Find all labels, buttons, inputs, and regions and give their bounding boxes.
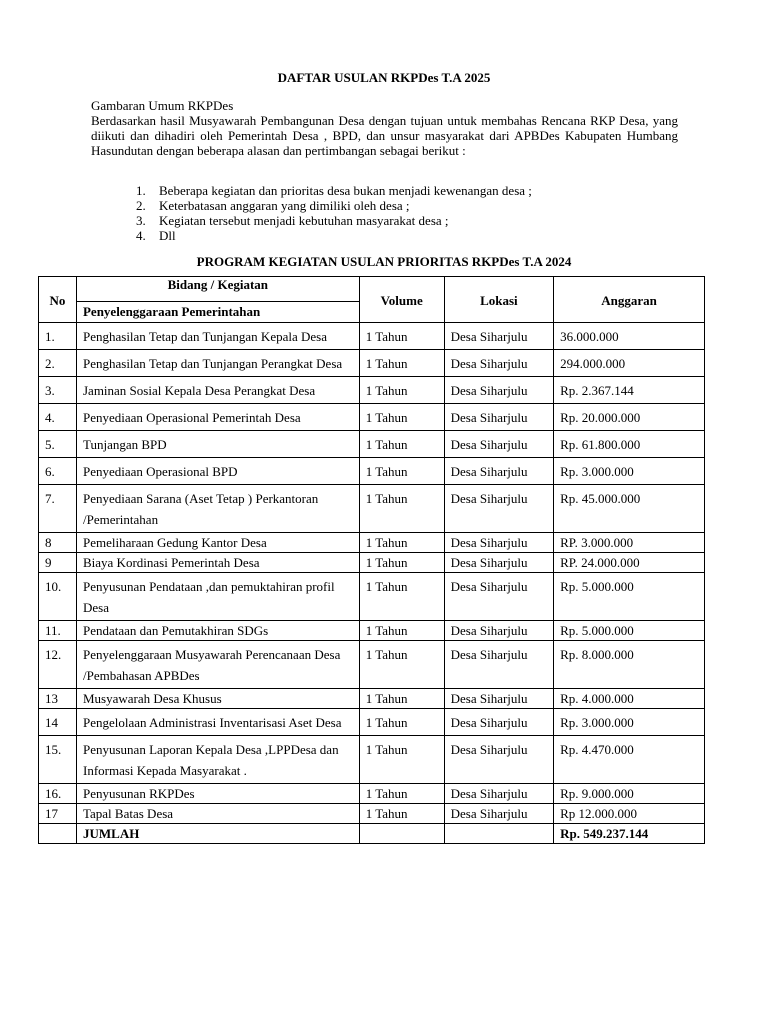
cell-volume: 1 Tahun — [359, 323, 444, 350]
header-volume: Volume — [359, 277, 444, 323]
cell-volume: 1 Tahun — [359, 350, 444, 377]
header-no: No — [39, 277, 77, 323]
cell-lokasi: Desa Siharjulu — [444, 573, 554, 621]
cell-kegiatan: Pengelolaan Administrasi Inventarisasi Aset Desa — [76, 709, 359, 736]
header-bidang-sub: Penyelenggaraan Pemerintahan — [76, 302, 359, 323]
cell-anggaran: 294.000.000 — [554, 350, 705, 377]
cell-lokasi: Desa Siharjulu — [444, 709, 554, 736]
cell-lokasi: Desa Siharjulu — [444, 404, 554, 431]
cell-anggaran: Rp. 9.000.000 — [554, 784, 705, 804]
table-row — [39, 533, 705, 553]
header-lokasi: Lokasi — [444, 277, 554, 323]
cell-volume: 1 Tahun — [359, 485, 444, 533]
intro-section — [91, 98, 678, 158]
cell-kegiatan: Musyawarah Desa Khusus — [76, 689, 359, 709]
cell-anggaran: Rp. 3.000.000 — [554, 709, 705, 736]
table-body — [39, 323, 705, 844]
table-row — [39, 431, 705, 458]
intro-body: Berdasarkan hasil Musyawarah Pembangunan Desa dengan tujuan untuk membahas Rencana RKP Desa, yang diikuti dan dihadiri oleh Pemerintah Desa , BPD, dan unsur masyarakat dari APBDes Kabupaten Humbang Hasundutan dengan beberapa alasan dan pertimbangan sebagai berikut : — [91, 113, 678, 158]
cell-anggaran: RP. 24.000.000 — [554, 553, 705, 573]
list-item — [136, 183, 532, 198]
cell-no: 9 — [39, 553, 77, 573]
cell-kegiatan: Penyediaan Sarana (Aset Tetap ) Perkantoran /Pemerintahan — [76, 485, 359, 533]
cell-volume: 1 Tahun — [359, 573, 444, 621]
cell-no: 6. — [39, 458, 77, 485]
cell-anggaran: Rp. 4.000.000 — [554, 689, 705, 709]
cell-no: 16. — [39, 784, 77, 804]
cell-no: 3. — [39, 377, 77, 404]
cell-anggaran: Rp. 5.000.000 — [554, 621, 705, 641]
cell-volume: 1 Tahun — [359, 404, 444, 431]
cell-lokasi: Desa Siharjulu — [444, 485, 554, 533]
cell-no: 10. — [39, 573, 77, 621]
cell-anggaran: Rp. 4.470.000 — [554, 736, 705, 784]
cell-no: 14 — [39, 709, 77, 736]
cell-no: 1. — [39, 323, 77, 350]
cell-kegiatan: Tapal Batas Desa — [76, 804, 359, 824]
reasons-list — [136, 183, 532, 243]
cell-lokasi: Desa Siharjulu — [444, 784, 554, 804]
cell-no — [39, 824, 77, 844]
cell-lokasi: Desa Siharjulu — [444, 689, 554, 709]
cell-no: 8 — [39, 533, 77, 553]
table-row — [39, 784, 705, 804]
total-anggaran: Rp. 549.237.144 — [554, 824, 705, 844]
cell-kegiatan: Pendataan dan Pemutakhiran SDGs — [76, 621, 359, 641]
cell-volume: 1 Tahun — [359, 641, 444, 689]
total-row — [39, 824, 705, 844]
list-item-text: Dll — [159, 228, 176, 243]
cell-lokasi: Desa Siharjulu — [444, 323, 554, 350]
cell-anggaran: 36.000.000 — [554, 323, 705, 350]
cell-volume: 1 Tahun — [359, 621, 444, 641]
cell-kegiatan: Penyusunan Laporan Kepala Desa ,LPPDesa dan Informasi Kepada Masyarakat . — [76, 736, 359, 784]
cell-volume: 1 Tahun — [359, 377, 444, 404]
cell-volume: 1 Tahun — [359, 533, 444, 553]
list-item — [136, 213, 532, 228]
cell-anggaran: Rp. 45.000.000 — [554, 485, 705, 533]
list-item-number: 1. — [136, 183, 146, 198]
table-row — [39, 709, 705, 736]
cell-lokasi: Desa Siharjulu — [444, 621, 554, 641]
cell-volume: 1 Tahun — [359, 784, 444, 804]
cell-no: 15. — [39, 736, 77, 784]
cell-anggaran: Rp 12.000.000 — [554, 804, 705, 824]
table-row — [39, 689, 705, 709]
cell-lokasi: Desa Siharjulu — [444, 377, 554, 404]
list-item — [136, 228, 532, 243]
program-table — [38, 276, 705, 844]
cell-anggaran: Rp. 61.800.000 — [554, 431, 705, 458]
cell-lokasi: Desa Siharjulu — [444, 804, 554, 824]
total-label: JUMLAH — [76, 824, 359, 844]
list-item-text: Beberapa kegiatan dan prioritas desa bukan menjadi kewenangan desa ; — [159, 183, 532, 198]
cell-lokasi: Desa Siharjulu — [444, 431, 554, 458]
list-item — [136, 198, 532, 213]
cell-anggaran: Rp. 8.000.000 — [554, 641, 705, 689]
table-row — [39, 736, 705, 784]
cell-lokasi: Desa Siharjulu — [444, 641, 554, 689]
cell-kegiatan: Penyelenggaraan Musyawarah Perencanaan Desa /Pembahasan APBDes — [76, 641, 359, 689]
cell-lokasi: Desa Siharjulu — [444, 736, 554, 784]
cell-lokasi: Desa Siharjulu — [444, 553, 554, 573]
cell-volume: 1 Tahun — [359, 689, 444, 709]
list-item-number: 4. — [136, 228, 146, 243]
cell-no: 17 — [39, 804, 77, 824]
cell-no: 4. — [39, 404, 77, 431]
header-bidang: Bidang / Kegiatan — [76, 277, 359, 302]
table-row — [39, 350, 705, 377]
table-row — [39, 404, 705, 431]
cell-no: 2. — [39, 350, 77, 377]
cell-volume: 1 Tahun — [359, 709, 444, 736]
cell-anggaran: Rp. 2.367.144 — [554, 377, 705, 404]
list-item-text: Kegiatan tersebut menjadi kebutuhan masyarakat desa ; — [159, 213, 449, 228]
table-row — [39, 485, 705, 533]
cell-anggaran: RP. 3.000.000 — [554, 533, 705, 553]
cell-volume: 1 Tahun — [359, 553, 444, 573]
intro-heading: Gambaran Umum RKPDes — [91, 98, 234, 113]
cell-volume — [359, 824, 444, 844]
cell-volume: 1 Tahun — [359, 458, 444, 485]
cell-no: 11. — [39, 621, 77, 641]
table-row — [39, 621, 705, 641]
cell-lokasi: Desa Siharjulu — [444, 533, 554, 553]
cell-lokasi: Desa Siharjulu — [444, 458, 554, 485]
cell-kegiatan: Penghasilan Tetap dan Tunjangan Kepala Desa — [76, 323, 359, 350]
cell-lokasi — [444, 824, 554, 844]
cell-volume: 1 Tahun — [359, 431, 444, 458]
cell-kegiatan: Tunjangan BPD — [76, 431, 359, 458]
list-item-number: 2. — [136, 198, 146, 213]
cell-volume: 1 Tahun — [359, 736, 444, 784]
cell-lokasi: Desa Siharjulu — [444, 350, 554, 377]
cell-kegiatan: Penyusunan RKPDes — [76, 784, 359, 804]
header-anggaran: Anggaran — [554, 277, 705, 323]
cell-no: 5. — [39, 431, 77, 458]
table-row — [39, 323, 705, 350]
cell-kegiatan: Penyediaan Operasional BPD — [76, 458, 359, 485]
cell-no: 13 — [39, 689, 77, 709]
cell-anggaran: Rp. 20.000.000 — [554, 404, 705, 431]
cell-kegiatan: Pemeliharaan Gedung Kantor Desa — [76, 533, 359, 553]
cell-kegiatan: Penyusunan Pendataan ,dan pemuktahiran profil Desa — [76, 573, 359, 621]
list-item-text: Keterbatasan anggaran yang dimiliki oleh desa ; — [159, 198, 410, 213]
cell-kegiatan: Jaminan Sosial Kepala Desa Perangkat Desa — [76, 377, 359, 404]
cell-kegiatan: Biaya Kordinasi Pemerintah Desa — [76, 553, 359, 573]
cell-no: 7. — [39, 485, 77, 533]
cell-kegiatan: Penyediaan Operasional Pemerintah Desa — [76, 404, 359, 431]
table-title: PROGRAM KEGIATAN USULAN PRIORITAS RKPDes T.A 2024 — [196, 254, 572, 269]
table-row — [39, 641, 705, 689]
table-row — [39, 804, 705, 824]
table-row — [39, 458, 705, 485]
table-row — [39, 553, 705, 573]
cell-no: 12. — [39, 641, 77, 689]
cell-volume: 1 Tahun — [359, 804, 444, 824]
cell-anggaran: Rp. 3.000.000 — [554, 458, 705, 485]
table-row — [39, 573, 705, 621]
cell-anggaran: Rp. 5.000.000 — [554, 573, 705, 621]
list-item-number: 3. — [136, 213, 146, 228]
cell-kegiatan: Penghasilan Tetap dan Tunjangan Perangkat Desa — [76, 350, 359, 377]
table-row — [39, 377, 705, 404]
document-title: DAFTAR USULAN RKPDes T.A 2025 — [277, 70, 491, 85]
